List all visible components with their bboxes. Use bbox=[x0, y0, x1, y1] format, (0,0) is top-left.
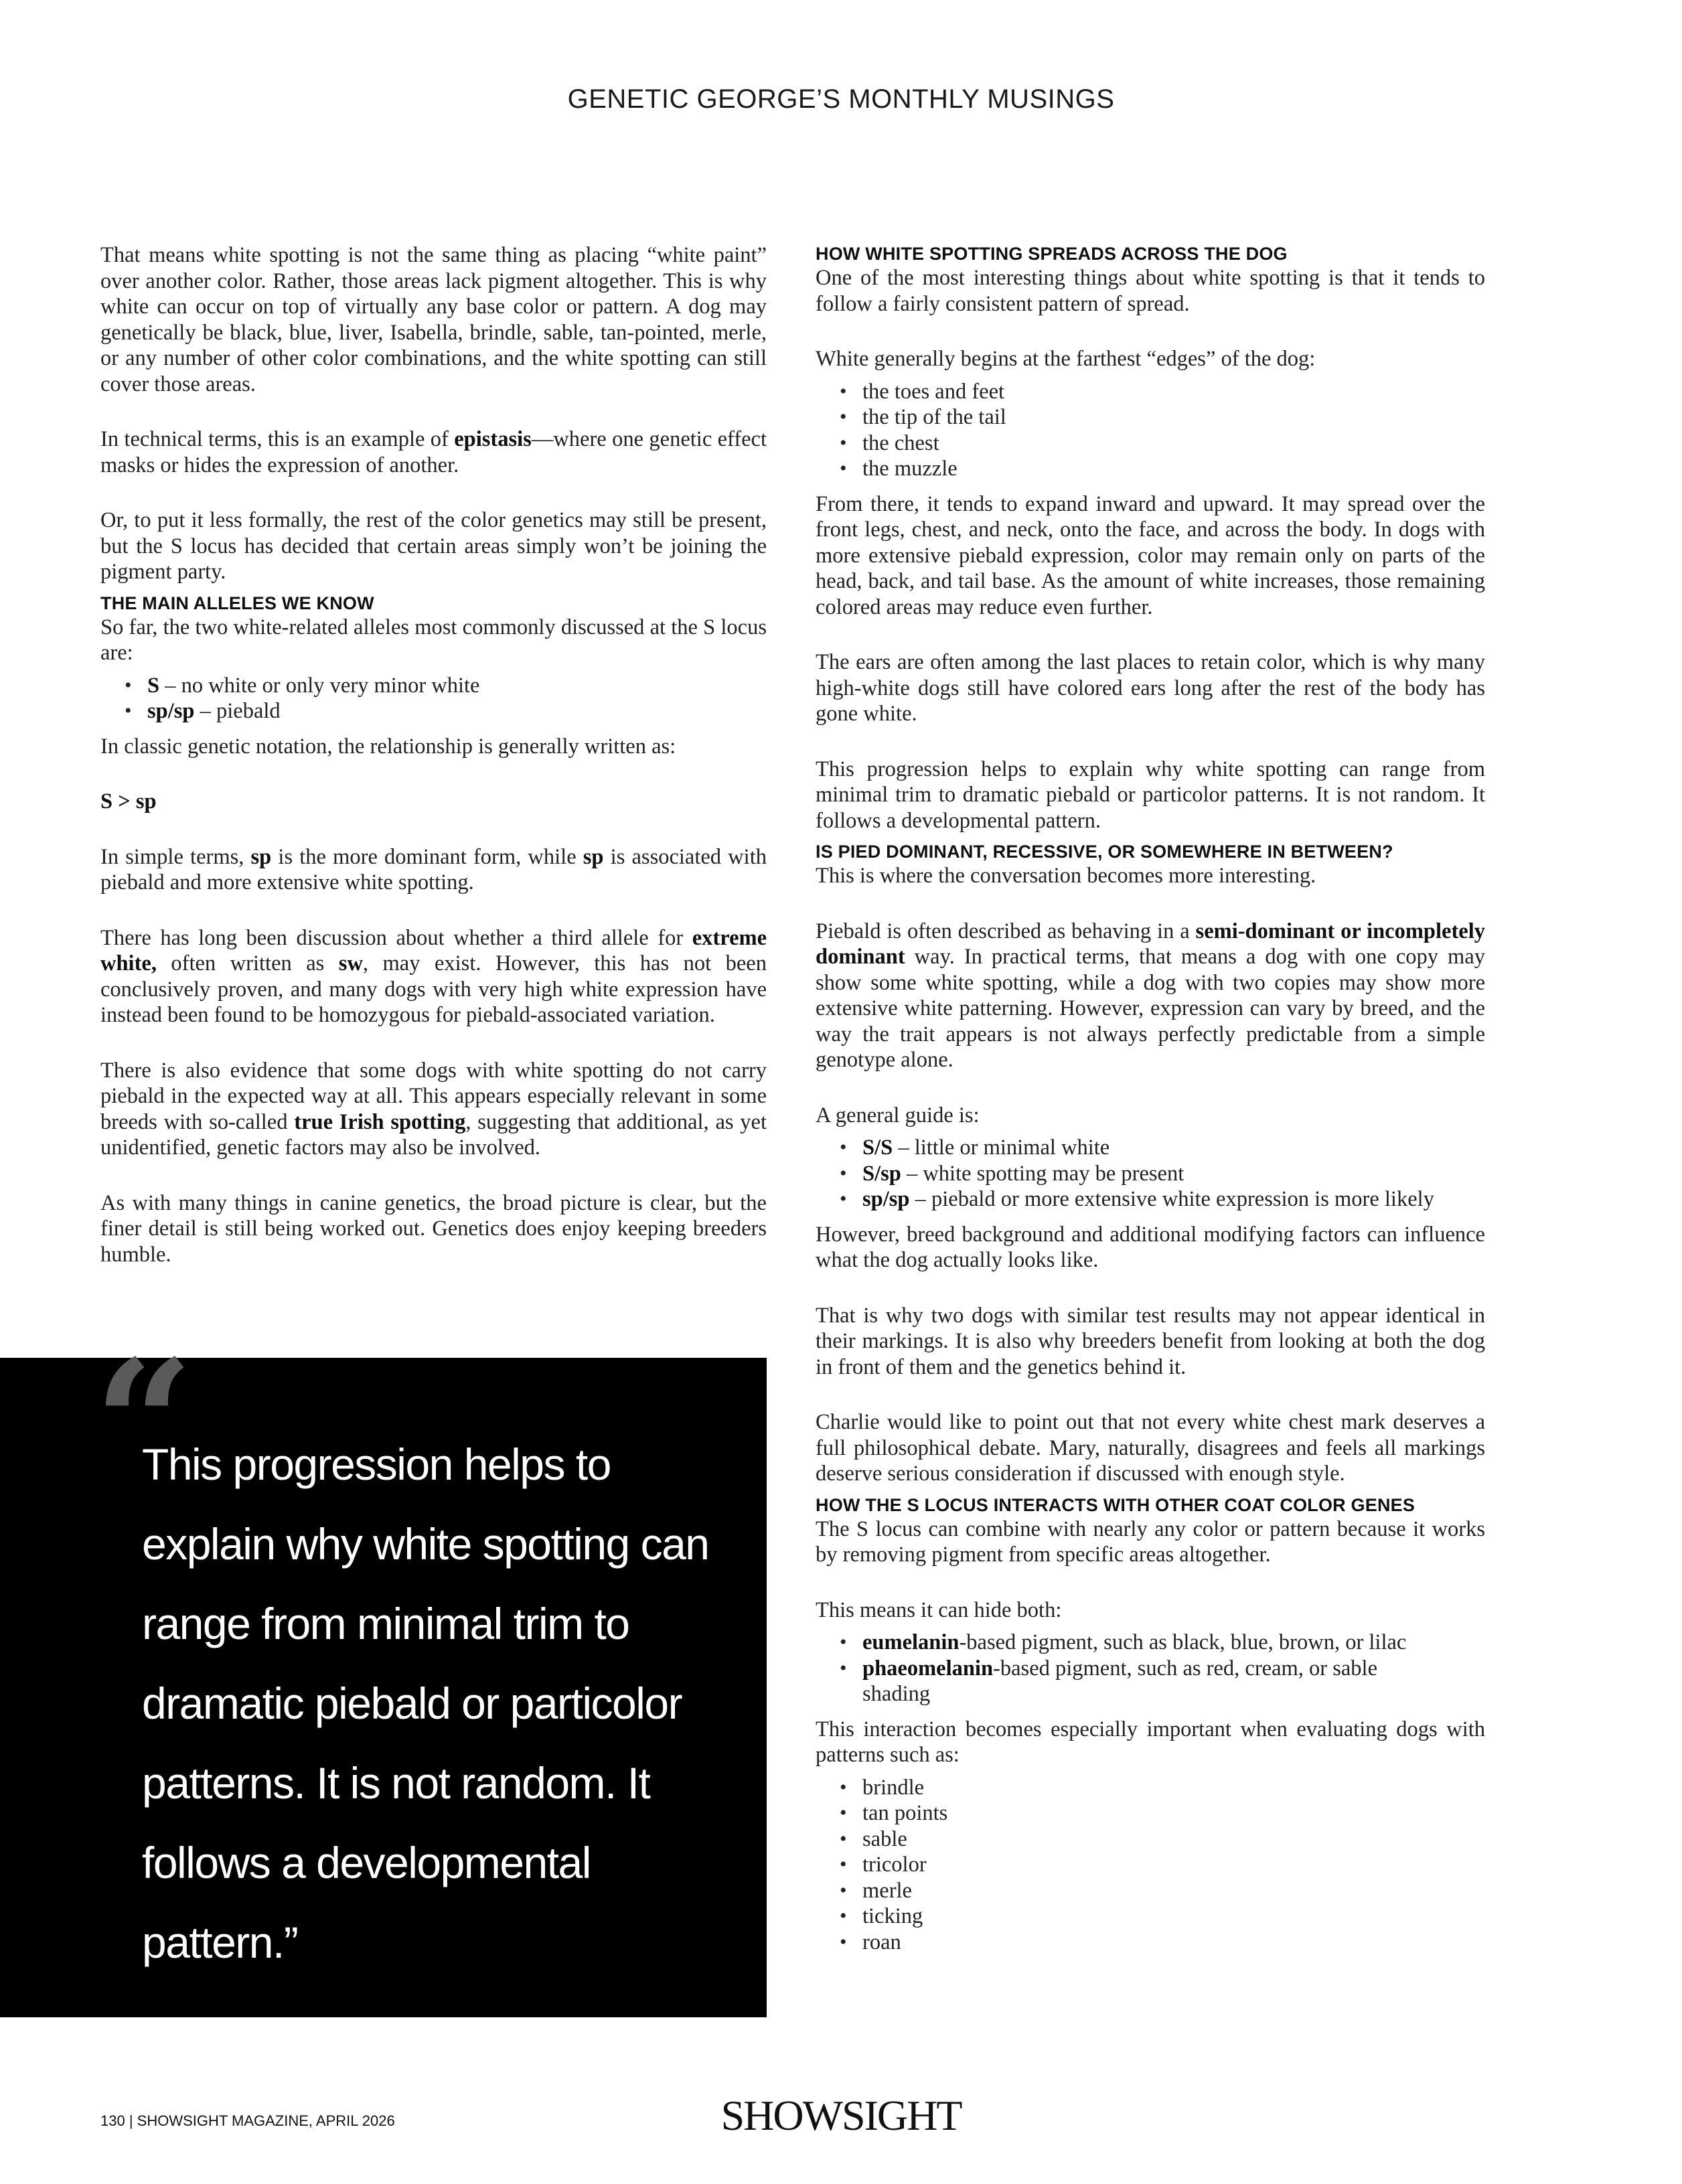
paragraph: That is why two dogs with similar test results may not appear identical in their markings. It is also why breeders benefit from looking at both the dog in front of them and the genetics behind it. bbox=[816, 1303, 1485, 1379]
paragraph: From there, it tends to expand inward and upward. It may spread over the front legs, chest, and neck, onto the face, and across the body. In dogs with more extensive piebald expression, color may remain only on parts of the head, back, and tail base. As the amount of white increases, those remaining colored areas may reduce even further. bbox=[816, 491, 1485, 619]
paragraph: The S locus can combine with nearly any color or pattern because it works by removing pigment from specific areas altogether. bbox=[816, 1516, 1485, 1567]
paragraph: As with many things in canine genetics, the broad picture is clear, but the finer detail is still being worked out. Genetics does enjoy keeping breeders humble. bbox=[100, 1190, 767, 1267]
list-item: • phaeomelanin-based pigment, such as red, cream, or sable shading bbox=[862, 1656, 1485, 1707]
paragraph: Piebald is often described as behaving in a semi-dominant or incompletely dominant way. In practical terms, that means a dog with one copy may show some white spotting, while a dog with two copies may show more extensive white patterning. However, expression can vary by breed, and the way the trait appears is not always perfectly predictable from a simple genotype alone. bbox=[816, 919, 1485, 1072]
section-heading: HOW THE S LOCUS INTERACTS WITH OTHER COAT COLOR GENES bbox=[816, 1494, 1416, 1515]
patterns-list bbox=[816, 1775, 1485, 1956]
page-footer-info: 130 | SHOWSIGHT MAGAZINE, APRIL 2026 bbox=[100, 2112, 395, 2129]
paragraph: This progression helps to explain why white spotting can range from minimal trim to dramatic piebald or particolor patterns. It is not random. It follows a developmental pattern. bbox=[816, 757, 1485, 833]
paragraph: White generally begins at the farthest “edges” of the dog: bbox=[816, 347, 1316, 371]
list-item: • sp/sp – piebald or more extensive white expression is more likely bbox=[862, 1186, 1485, 1213]
paragraph: There is also evidence that some dogs with white spotting do not carry piebald in the expected way at all. This appears especially relevant in some breeds with so-called true Irish spotting, suggesting that additional, as yet unidentified, genetic factors may also be involved. bbox=[100, 1058, 767, 1160]
paragraph: This interaction becomes especially important when evaluating dogs with patterns such as: bbox=[816, 1717, 1485, 1767]
pull-quote-text: This progression helps to explain why white spotting can range from minimal trim to dramatic piebald or particolor patterns. It is not random. It follows a developmental pattern.” bbox=[142, 1439, 709, 1967]
section-heading: IS PIED DOMINANT, RECESSIVE, OR SOMEWHERE IN BETWEEN? bbox=[816, 842, 1393, 862]
paragraph: The ears are often among the last places to retain color, which is why many high-white dogs still have colored ears long after the rest of the body has gone white. bbox=[816, 650, 1485, 726]
quote-mark-icon: “ bbox=[94, 1322, 194, 1527]
list-item: • the toes and feet bbox=[862, 379, 1485, 405]
guide-list bbox=[816, 1135, 1485, 1213]
list-item: • S/sp – white spotting may be present bbox=[862, 1161, 1485, 1187]
list-item: • the chest bbox=[862, 431, 1485, 457]
paragraph: However, breed background and additional modifying factors can influence what the dog actually looks like. bbox=[816, 1222, 1485, 1272]
paragraph: So far, the two white-related alleles most commonly discussed at the S locus are: bbox=[100, 615, 767, 665]
list-item: • brindle bbox=[862, 1775, 1485, 1801]
paragraph: This means it can hide both: bbox=[816, 1597, 1062, 1622]
paragraph: Or, to put it less formally, the rest of the color genetics may still be present, but the S locus has decided that certain areas simply won’t be joining the pigment party. bbox=[100, 508, 767, 584]
paragraph: In classic genetic notation, the relationship is generally written as: bbox=[100, 734, 676, 759]
list-item: • the muzzle bbox=[862, 456, 1485, 482]
list-item: • roan bbox=[862, 1930, 1485, 1956]
section-heading: THE MAIN ALLELES WE KNOW bbox=[100, 593, 374, 613]
paragraph: That means white spotting is not the same thing as placing “white paint” over another color. Rather, those areas lack pigment altogether. This is why white can occur on top of virtually any base color or pattern. A dog may genetically be black, blue, liver, Isabella, brindle, sable, tan-pointed, merle, or any number of other color combinations, and the white spotting can still cover those areas. bbox=[100, 243, 767, 396]
list-item: • tricolor bbox=[862, 1852, 1485, 1878]
list-item: • eumelanin-based pigment, such as black, blue, brown, or lilac bbox=[862, 1630, 1485, 1656]
paragraph: In technical terms, this is an example of epistasis—where one genetic effect masks or hides the expression of another. bbox=[100, 427, 767, 477]
list-item: • S/S – little or minimal white bbox=[862, 1135, 1485, 1161]
list-item: • ticking bbox=[862, 1903, 1485, 1930]
paragraph: In simple terms, sp is the more dominant form, while sp is associated with piebald and more extensive white spotting. bbox=[100, 844, 767, 894]
paragraph: There has long been discussion about whether a third allele for extreme white, often written as sw, may exist. However, this has not been conclusively proven, and many dogs with very high white expression have instead been found to be homozygous for piebald-associated variation. bbox=[100, 925, 767, 1027]
paragraph: Charlie would like to point out that not every white chest mark deserves a full philosophical debate. Mary, naturally, disagrees and feels all markings deserve serious consideration if discussed with enough style. bbox=[816, 1410, 1485, 1486]
page-header: GENETIC GEORGE’S MONTHLY MUSINGS bbox=[567, 84, 1115, 114]
section-heading: HOW WHITE SPOTTING SPREADS ACROSS THE DOG bbox=[816, 244, 1288, 264]
paragraph: One of the most interesting things about white spotting is that it tends to follow a fairly consistent pattern of spread. bbox=[816, 266, 1485, 316]
notation: S > sp bbox=[100, 789, 157, 813]
edges-list bbox=[816, 379, 1485, 482]
list-item: • the tip of the tail bbox=[862, 404, 1485, 431]
magazine-logo: SHOWSIGHT bbox=[720, 2092, 962, 2139]
pigments-list bbox=[816, 1630, 1485, 1707]
paragraph: This is where the conversation becomes more interesting. bbox=[816, 864, 1316, 888]
pull-quote bbox=[0, 1322, 767, 2017]
left-column bbox=[100, 242, 767, 1297]
right-column bbox=[816, 242, 1485, 1964]
list-item: • sable bbox=[862, 1826, 1485, 1853]
alleles-list bbox=[100, 673, 767, 724]
list-item: • tan points bbox=[862, 1800, 1485, 1826]
list-item: • S – no white or only very minor white bbox=[147, 673, 767, 699]
list-item: • sp/sp – piebald bbox=[147, 698, 767, 724]
list-item: • merle bbox=[862, 1878, 1485, 1904]
paragraph: A general guide is: bbox=[816, 1103, 980, 1127]
